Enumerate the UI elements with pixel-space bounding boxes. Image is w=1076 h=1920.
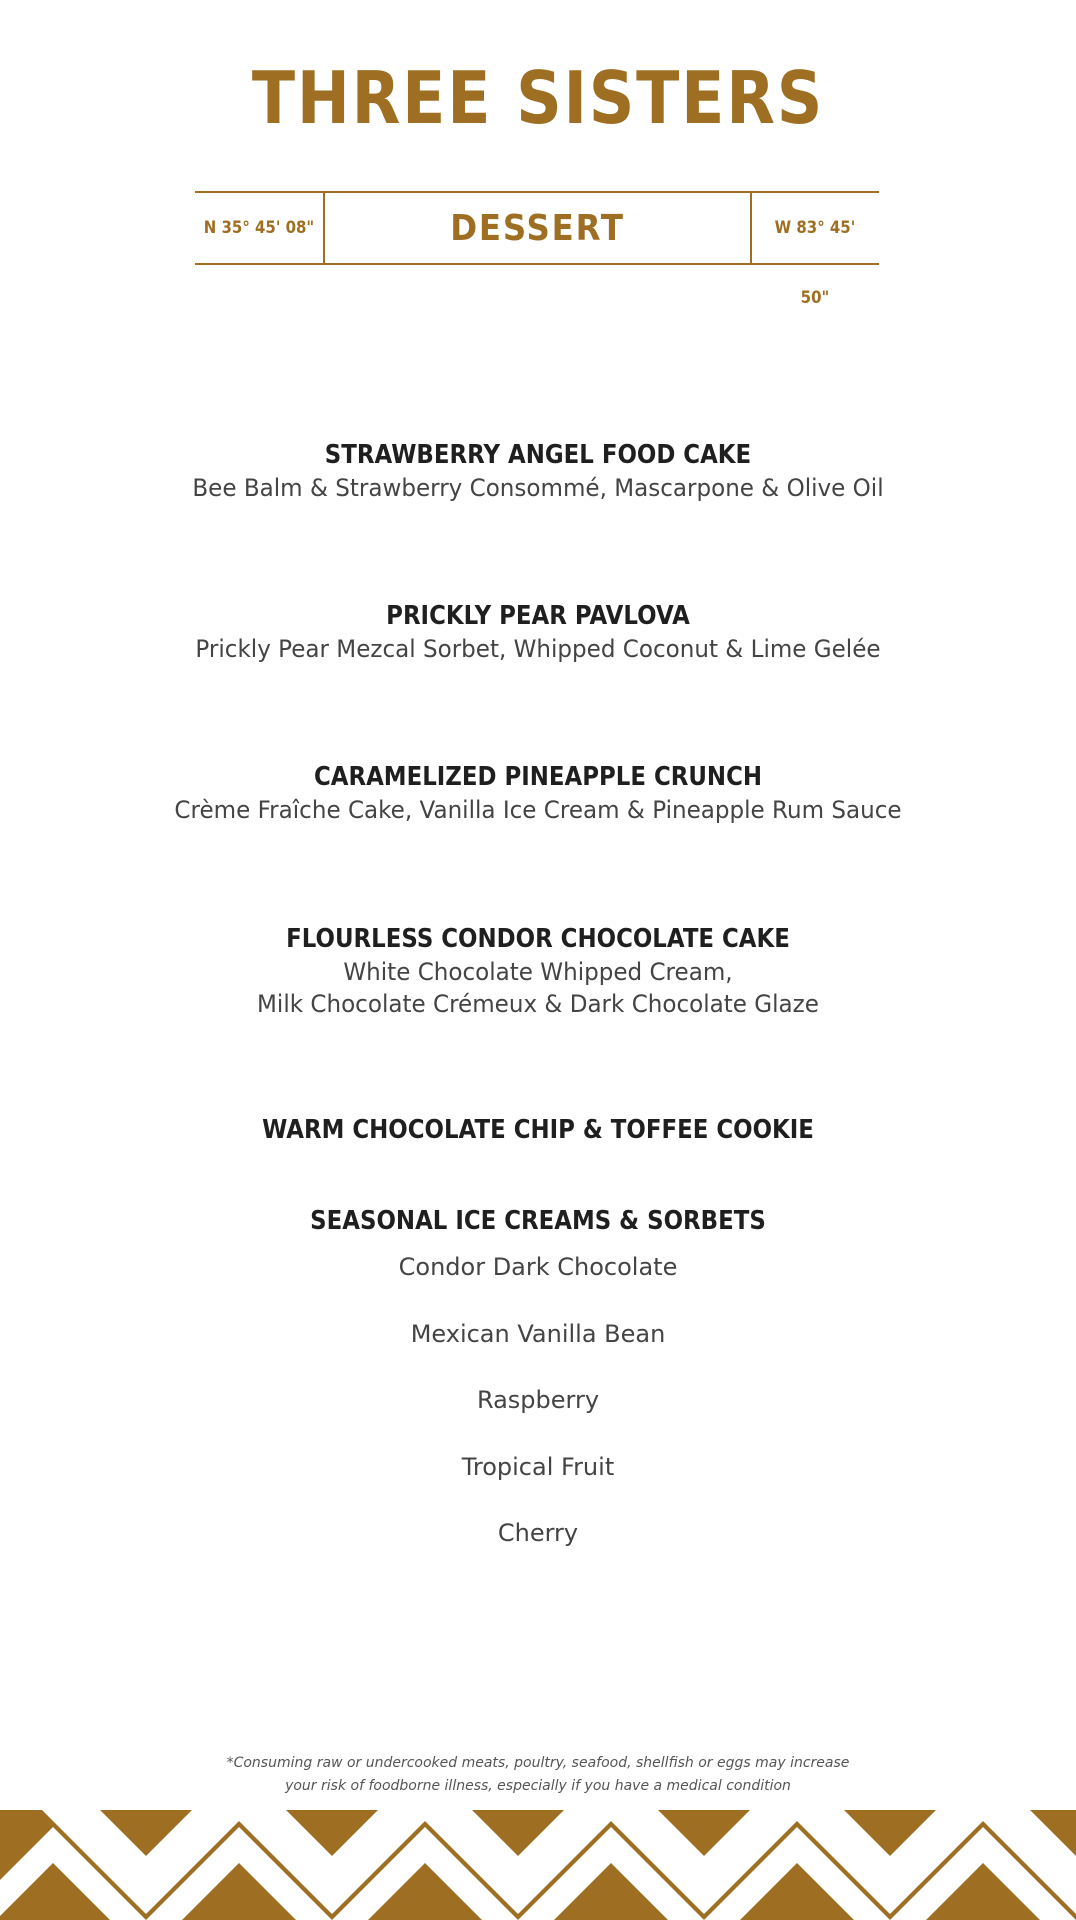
- menu-item: [0, 922, 1076, 1020]
- chevron-border: [0, 1810, 1076, 1920]
- menu-item-description: Prickly Pear Mezcal Sorbet, Whipped Coconut & Lime Gelée: [195, 635, 881, 663]
- menu-item: [0, 438, 1076, 504]
- menu-item-name: FLOURLESS CONDOR CHOCOLATE CAKE: [286, 924, 790, 954]
- flavor-item: [0, 1517, 1076, 1549]
- menu-item: [0, 760, 1076, 826]
- flavor-item: [0, 1451, 1076, 1483]
- menu-item-description: Bee Balm & Strawberry Consommé, Mascarpone & Olive Oil: [192, 474, 884, 502]
- flavor-item: [0, 1384, 1076, 1416]
- menu-item-description: White Chocolate Whipped Cream,: [343, 958, 733, 986]
- header-divider-right: [750, 193, 752, 263]
- disclaimer-line: your risk of foodborne illness, especially if you have a medical condition: [285, 1778, 791, 1794]
- seasonal-section: [0, 1204, 1076, 1238]
- flavor-item: [0, 1318, 1076, 1350]
- food-safety-disclaimer: [0, 1752, 1076, 1798]
- flavor-name: Cherry: [497, 1519, 579, 1547]
- menu-item-description: Milk Chocolate Crémeux & Dark Chocolate Glaze: [257, 990, 819, 1018]
- menu-item-name: CARAMELIZED PINEAPPLE CRUNCH: [313, 762, 763, 792]
- menu-item-name: STRAWBERRY ANGEL FOOD CAKE: [324, 440, 752, 470]
- restaurant-name: THREE SISTERS: [251, 56, 825, 140]
- flavor-name: Tropical Fruit: [461, 1453, 615, 1481]
- flavor-name: Mexican Vanilla Bean: [410, 1320, 666, 1348]
- longitude-coordinate: W 83° 45' 50": [774, 218, 856, 308]
- header-band: [195, 191, 879, 308]
- flavor-item: [0, 1251, 1076, 1283]
- menu-section-title: DESSERT: [450, 208, 625, 249]
- menu-item-name: PRICKLY PEAR PAVLOVA: [386, 601, 690, 631]
- flavor-name: Condor Dark Chocolate: [398, 1253, 678, 1281]
- seasonal-title: SEASONAL ICE CREAMS & SORBETS: [310, 1206, 766, 1236]
- flavor-name: Raspberry: [476, 1386, 600, 1414]
- menu-item: [0, 599, 1076, 665]
- menu-item-name: WARM CHOCOLATE CHIP & TOFFEE COOKIE: [262, 1115, 814, 1145]
- header-divider-left: [323, 193, 325, 263]
- menu-item: [0, 1113, 1076, 1147]
- disclaimer-line: *Consuming raw or undercooked meats, poultry, seafood, shellfish or eggs may increase: [226, 1755, 850, 1771]
- menu-item-description: Crème Fraîche Cake, Vanilla Ice Cream & Pineapple Rum Sauce: [174, 796, 902, 824]
- latitude-coordinate: N 35° 45' 08": [203, 218, 315, 238]
